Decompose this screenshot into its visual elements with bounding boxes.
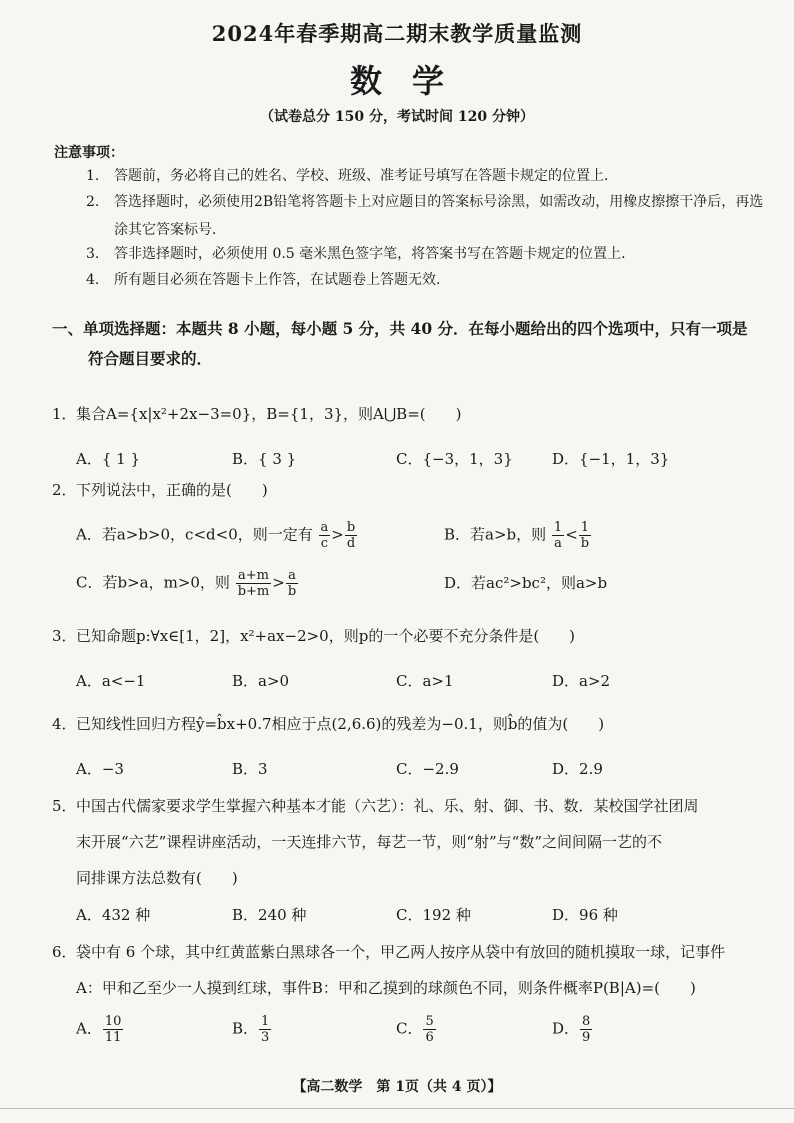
question-number: 4． [52, 715, 77, 733]
option-d: D．96 种 [552, 906, 618, 924]
question-text-line2: 末开展“六艺”课程讲座活动，一天连排六节，每艺一节，则“射”与“数”之间间隔一艺的不 [76, 833, 663, 851]
question-2 [52, 476, 772, 504]
fraction-denominator: b [287, 584, 297, 599]
question-number: 1． [52, 405, 77, 423]
notice-heading: 注意事项： [54, 145, 124, 161]
question-text-line1: 袋中有 6 个球，其中红黄蓝紫白黑球各一个，甲乙两人按序从袋中有放回的随机摸取一球，记事件 [76, 943, 726, 961]
fraction-numerator: a [320, 520, 329, 535]
option-b: B．240 种 [232, 906, 307, 924]
fraction-denominator: 11 [104, 1030, 122, 1045]
option-c [76, 568, 299, 599]
option-label: C． [396, 1019, 423, 1038]
notice-item-number: 3. [86, 246, 100, 262]
question-text-line2: A：甲和乙至少一人摸到红球，事件B：甲和乙摸到的球颜色不同，则条件概率P(B|A)=( ) [76, 979, 696, 997]
comparison-sign: > [272, 573, 285, 592]
option-a-text: A．若a>b>0，c<d<0，则一定有 [76, 525, 313, 544]
fraction [345, 520, 357, 551]
question-5 [52, 792, 772, 892]
section-heading-line1: 一、单项选择题：本题共 8 小题，每小题 5 分，共 40 分．在每小题给出的四个选项中，只有一项是 [52, 319, 748, 338]
fraction [319, 520, 331, 551]
scan-edge-divider [0, 1108, 794, 1109]
fraction [103, 1014, 124, 1045]
fraction-numerator: 10 [104, 1014, 122, 1029]
option-b: B．3 [232, 760, 268, 778]
question-1 [52, 400, 772, 428]
question-6 [52, 938, 772, 1002]
option-d: D．2.9 [552, 760, 603, 778]
question-number: 2． [52, 481, 77, 499]
exam-info: （试卷总分 150 分，考试时间 120 分钟） [260, 109, 534, 125]
question-3 [52, 622, 772, 650]
fraction-numerator: a+m [236, 568, 272, 584]
question-text: 下列说法中，正确的是( ) [76, 481, 268, 499]
notice-item-number: 2. [86, 194, 100, 210]
fraction-denominator: a [554, 536, 562, 551]
option-a: A．{ 1 } [76, 450, 140, 468]
option-c: C．−2.9 [396, 760, 459, 778]
option-d: D．a>2 [552, 672, 611, 690]
option-c: C．{−3，1，3} [396, 450, 513, 468]
fraction [579, 520, 591, 551]
fraction-numerator: 1 [553, 520, 563, 535]
option-label: B． [232, 1019, 259, 1038]
fraction-numerator: 5 [425, 1014, 434, 1029]
notice-item [86, 188, 766, 244]
comparison-sign: < [565, 525, 578, 544]
option-c: C．192 种 [396, 906, 471, 924]
fraction-numerator: 1 [579, 520, 591, 536]
question-4 [52, 710, 772, 738]
question-number: 3． [52, 627, 77, 645]
option-a: A．432 种 [76, 906, 151, 924]
fraction [580, 1014, 592, 1045]
option-c: C．a>1 [396, 672, 454, 690]
notice-item-number: 4. [86, 272, 100, 288]
notice-item-text: 答选择题时，必须使用2B铅笔将答题卡上对应题目的答案标号涂黑，如需改动，用橡皮擦擦干净后，再选涂其它答案标号． [114, 194, 764, 238]
notice-item-text: 所有题目必须在答题卡上作答，在试题卷上答题无效． [114, 272, 450, 288]
option-d: D．若ac²>bc²，则a>b [444, 574, 608, 592]
notice-item-number: 1. [86, 168, 100, 184]
option-c-text: C．若b>a，m>0，则 [76, 573, 230, 592]
option-a [76, 520, 358, 551]
option-b [232, 1014, 272, 1045]
option-b: B．{ 3 } [232, 450, 297, 468]
notice-item-text: 答非选择题时，必须使用 0.5 毫米黑色签字笔，将答案书写在答题卡规定的位置上． [114, 246, 636, 262]
option-label: D． [552, 1019, 580, 1038]
question-text-line3: 同排课方法总数有( ) [76, 869, 238, 887]
option-b: B．a>0 [232, 672, 290, 690]
fraction-numerator: a [286, 568, 298, 584]
option-b [444, 520, 592, 551]
option-d [552, 1014, 593, 1045]
exam-title: 2024年春季期高二期末教学质量监测 [211, 21, 583, 46]
option-label: A． [76, 1019, 102, 1038]
fraction-denominator: b+m [237, 584, 270, 599]
fraction [236, 568, 272, 599]
question-text: 已知命题p:∀x∈[1，2]，x²+ax−2>0，则p的一个必要不充分条件是( ) [76, 627, 576, 645]
option-b-text: B．若a>b，则 [444, 525, 547, 544]
fraction-denominator: 3 [261, 1030, 270, 1045]
fraction-denominator: 9 [582, 1030, 591, 1045]
comparison-sign: > [331, 525, 344, 544]
fraction-numerator: 8 [582, 1014, 591, 1029]
notice-item [86, 162, 766, 190]
fraction-numerator: b [346, 520, 356, 535]
notice-item-text: 答题前，务必将自己的姓名、学校、班级、准考证号填写在答题卡规定的位置上． [114, 168, 618, 184]
fraction-numerator: 1 [261, 1014, 270, 1029]
section-heading-line2: 符合题目要求的． [88, 349, 213, 368]
page-footer: 【高二数学 第 1页（共 4 页）】 [292, 1079, 502, 1095]
question-text: 已知线性回归方程ŷ=b̂x+0.7相应于点(2,6.6)的残差为−0.1，则b̂的值为( ) [76, 715, 605, 733]
question-text-line1: 中国古代儒家要求学生掌握六种基本才能（六艺）：礼、乐、射、御、书、数．某校国学社团周 [76, 797, 699, 815]
fraction [286, 568, 298, 599]
section-heading [52, 314, 772, 374]
fraction-denominator: 6 [425, 1030, 434, 1045]
fraction-denominator: d [346, 536, 356, 551]
option-d: D．{−1，1，3} [552, 450, 670, 468]
fraction [259, 1014, 271, 1045]
option-a: A．−3 [76, 760, 124, 778]
option-a [76, 1014, 124, 1045]
fraction-denominator: b [580, 536, 590, 551]
notice-item [86, 266, 766, 294]
notice-item [86, 240, 766, 268]
subject-title: 数学 [349, 62, 474, 100]
option-a: A．a<−1 [76, 672, 146, 690]
fraction [552, 520, 564, 551]
fraction-denominator: c [320, 536, 329, 551]
question-number: 6． [52, 943, 77, 961]
option-c [396, 1014, 437, 1045]
question-number: 5． [52, 797, 77, 815]
fraction [423, 1014, 435, 1045]
question-text: 集合A={x|x²+2x−3=0}，B={1，3}，则A⋃B=( ) [76, 405, 462, 423]
